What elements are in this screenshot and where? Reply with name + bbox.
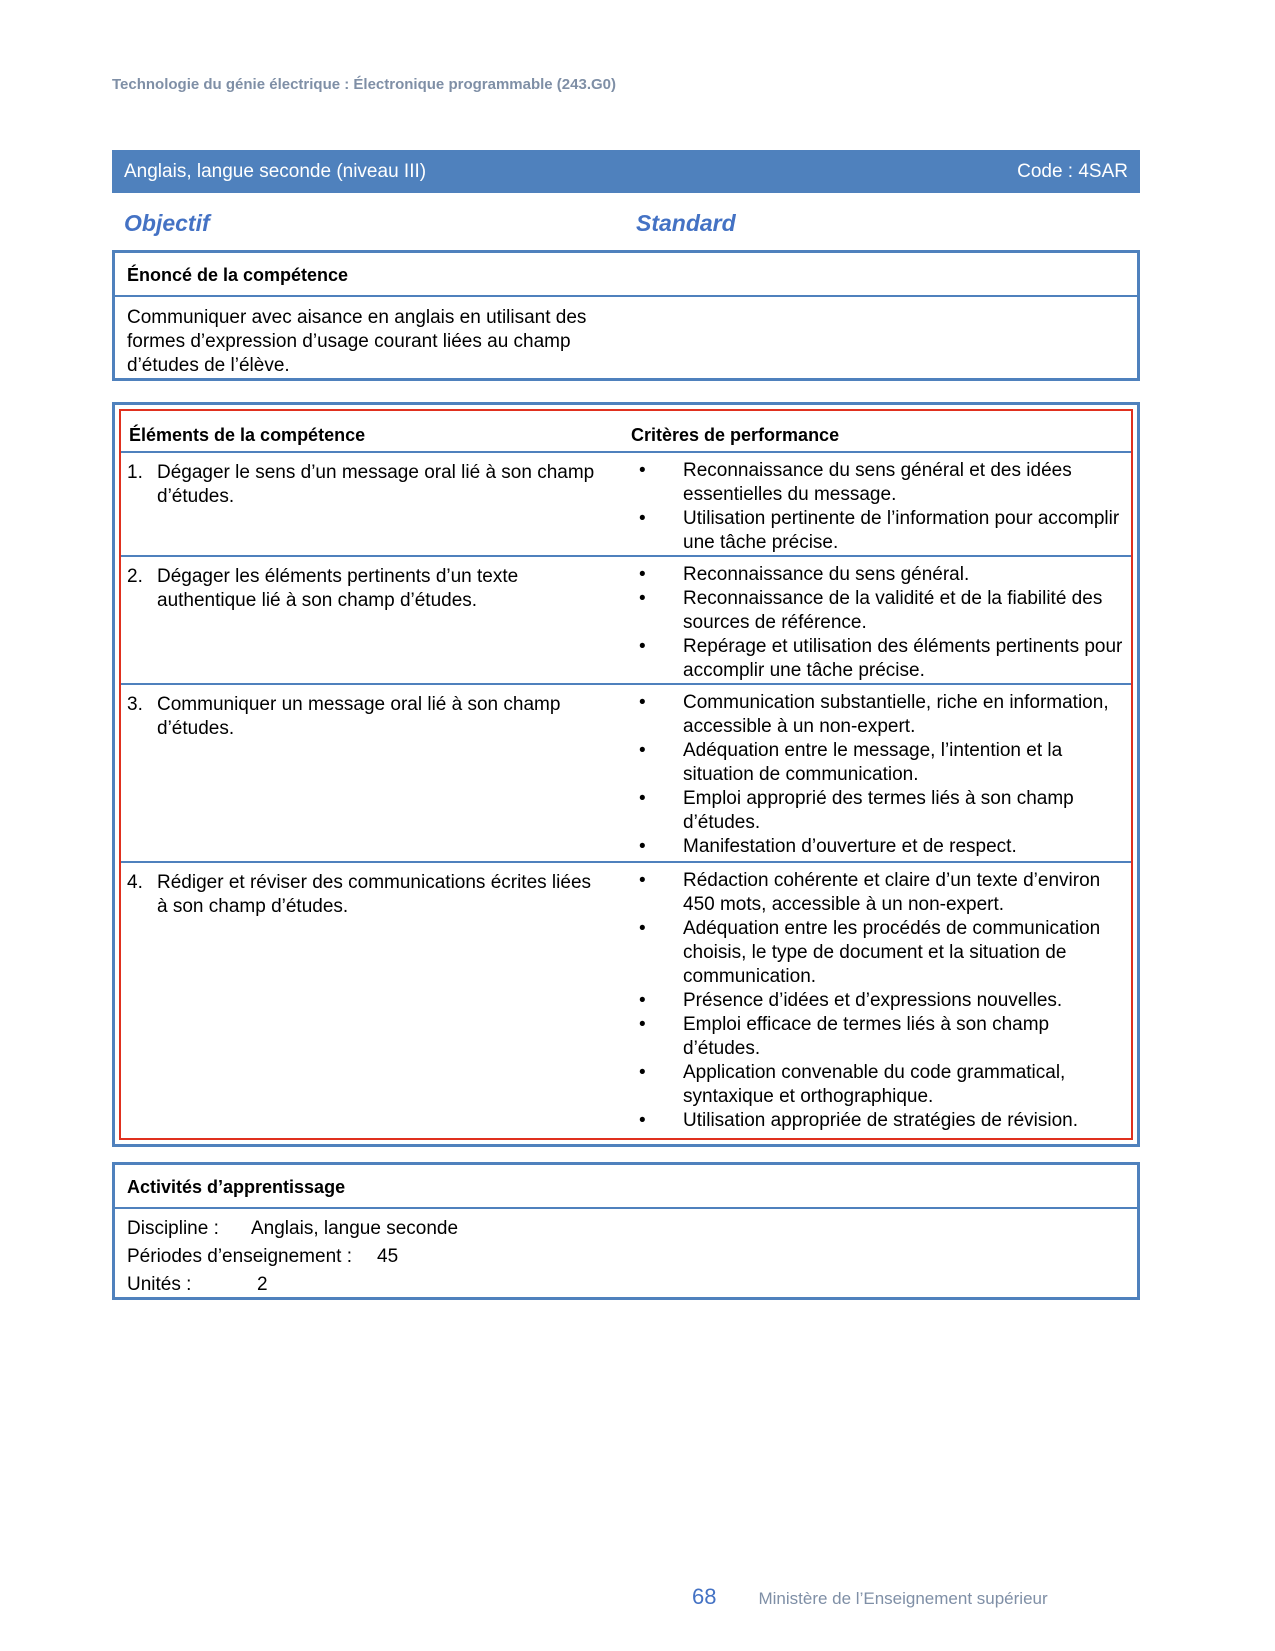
element-number: 2. (127, 566, 143, 587)
enonce-heading: Énoncé de la compétence (115, 253, 1137, 297)
list-item: • Adéquation entre le message, l’intention et la situation de communication. (639, 739, 1129, 787)
list-item: • Présence d’idées et d’expressions nouvelles. (639, 989, 1129, 1013)
objective-standard-labels (124, 210, 744, 238)
table-row (121, 453, 1131, 557)
unites-label: Unités : (127, 1274, 192, 1295)
list-item: • Reconnaissance du sens général. (639, 563, 1129, 587)
element-number: 1. (127, 462, 143, 483)
list-item: • Emploi efficace de termes liés à son champ d’études. (639, 1013, 1129, 1061)
criteria-list (639, 869, 1129, 1133)
elements-header: Éléments de la compétence (129, 425, 366, 445)
unites-value: 2 (257, 1274, 268, 1295)
criteres-header: Critères de performance (631, 425, 840, 445)
standard-label: Standard (636, 210, 736, 236)
discipline-value: Anglais, langue seconde (251, 1218, 459, 1239)
element-text: 1. Dégager le sens d’un message oral lié à son champ d’études. (127, 462, 595, 507)
discipline-line (115, 1215, 1137, 1243)
elements-grid (119, 409, 1133, 1140)
periodes-line (115, 1243, 1137, 1271)
criteria-list (639, 459, 1129, 555)
activites-heading: Activités d’apprentissage (115, 1165, 1137, 1209)
list-item: • Adéquation entre les procédés de communication choisis, le type de document et la situation de communication. (639, 917, 1129, 989)
list-item: • Utilisation appropriée de stratégies de révision. (639, 1109, 1129, 1133)
element-text: 4. Rédiger et réviser des communications écrites liées à son champ d’études. (127, 872, 592, 917)
course-title-bar (112, 150, 1140, 193)
element-number: 4. (127, 872, 143, 893)
page-number: 68 (692, 1584, 717, 1609)
list-item: • Emploi approprié des termes liés à son champ d’études. (639, 787, 1129, 835)
running-header: Technologie du génie électrique : Électronique programmable (243.G0) (112, 76, 616, 93)
list-item: • Utilisation pertinente de l’information pour accomplir une tâche précise. (639, 507, 1129, 555)
course-code: Code : 4SAR (1017, 160, 1128, 182)
table-row (121, 863, 1131, 1133)
list-item: • Reconnaissance du sens général et des idées essentielles du message. (639, 459, 1129, 507)
list-item: • Application convenable du code grammatical, syntaxique et orthographique. (639, 1061, 1129, 1109)
element-text: 3. Communiquer un message oral lié à son champ d’études. (127, 694, 561, 739)
periodes-value: 45 (377, 1246, 399, 1267)
table-row (121, 685, 1131, 863)
elements-box (112, 402, 1140, 1147)
enonce-box (112, 250, 1140, 381)
element-text: 2. Dégager les éléments pertinents d’un texte authentique lié à son champ d’études. (127, 566, 519, 611)
periodes-label: Périodes d’enseignement : (127, 1246, 352, 1267)
enonce-text: Communiquer avec aisance en anglais en utilisant des formes d’expression d’usage courant liées au champ d’études de l’élève. (127, 307, 587, 376)
course-name: Anglais, langue seconde (niveau III) (124, 160, 427, 182)
activites-details (115, 1209, 1137, 1299)
list-item: • Rédaction cohérente et claire d’un texte d’environ 450 mots, accessible à un non-expert. (639, 869, 1129, 917)
list-item: • Communication substantielle, riche en information, accessible à un non-expert. (639, 691, 1129, 739)
list-item: • Reconnaissance de la validité et de la fiabilité des sources de référence. (639, 587, 1129, 635)
grid-header (121, 411, 1131, 453)
criteria-list (639, 691, 1129, 859)
list-item: • Manifestation d’ouverture et de respect. (639, 835, 1129, 859)
activites-box (112, 1162, 1140, 1300)
table-row (121, 557, 1131, 685)
discipline-label: Discipline : (127, 1218, 219, 1239)
element-number: 3. (127, 694, 143, 715)
unites-line (115, 1271, 1137, 1299)
ministry-name: Ministère de l’Enseignement supérieur (758, 1589, 1048, 1608)
objectif-label: Objectif (124, 210, 210, 236)
list-item: • Repérage et utilisation des éléments pertinents pour accomplir une tâche précise. (639, 635, 1129, 683)
page-footer (692, 1584, 1048, 1610)
criteria-list (639, 563, 1129, 683)
